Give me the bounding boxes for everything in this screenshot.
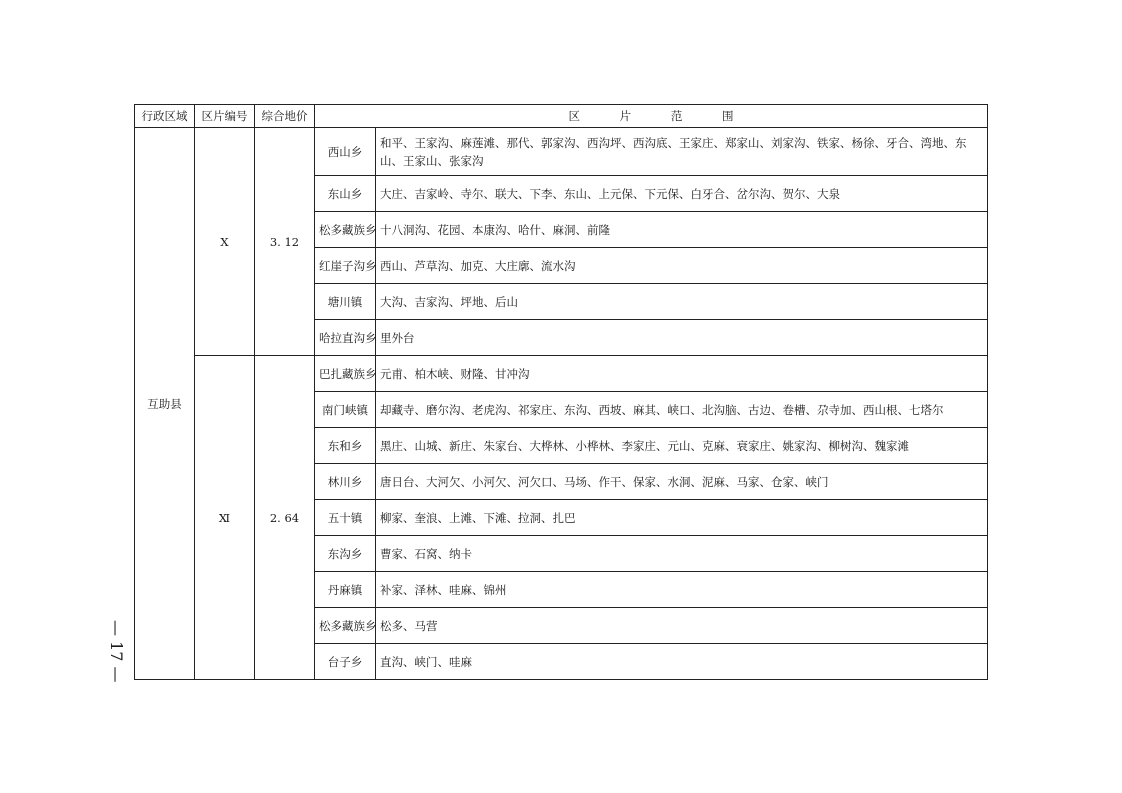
town-cell: 巴扎藏族乡 (315, 356, 376, 392)
scope-cell: 补家、泽林、哇麻、锦州 (376, 572, 988, 608)
scope-cell: 唐日台、大河欠、小河欠、河欠口、马场、作干、保家、水洞、泥麻、马家、仓家、峡门 (376, 464, 988, 500)
table-row (135, 356, 988, 392)
header-district: 行政区域 (135, 105, 195, 128)
header-composite-price: 综合地价 (255, 105, 315, 128)
town-cell: 台子乡 (315, 644, 376, 680)
scope-cell: 曹家、石窝、纳卡 (376, 536, 988, 572)
town-cell: 东和乡 (315, 428, 376, 464)
scope-cell: 十八洞沟、花园、本康沟、哈什、麻洞、前隆 (376, 212, 988, 248)
scope-cell: 松多、马营 (376, 608, 988, 644)
town-cell: 松多藏族乡 (315, 608, 376, 644)
zone-price-cell: 2. 64 (255, 356, 315, 680)
scope-cell: 元甫、柏木峡、财隆、甘冲沟 (376, 356, 988, 392)
zone-price-cell: 3. 12 (255, 128, 315, 356)
scope-cell: 柳家、奎浪、上滩、下滩、拉洞、扎巴 (376, 500, 988, 536)
scope-cell: 和平、王家沟、麻莲滩、那代、郭家沟、西沟坪、西沟底、王家庄、郑家山、刘家沟、铁家、杨徐、牙合、湾地、东山、王家山、张家沟 (376, 128, 988, 176)
zone-number-cell: Ⅹ (195, 128, 255, 356)
town-cell: 松多藏族乡 (315, 212, 376, 248)
header-zone-scope: 区 片 范 围 (315, 105, 988, 128)
county-cell: 互助县 (135, 128, 195, 680)
town-cell: 林川乡 (315, 464, 376, 500)
table-header-row (135, 105, 988, 128)
town-cell: 西山乡 (315, 128, 376, 176)
town-cell: 东山乡 (315, 176, 376, 212)
town-cell: 五十镇 (315, 500, 376, 536)
town-cell: 塘川镇 (315, 284, 376, 320)
scope-cell: 直沟、峡门、哇麻 (376, 644, 988, 680)
scope-cell: 却藏寺、磨尔沟、老虎沟、祁家庄、东沟、西坡、麻其、峡口、北沟脑、古边、卷槽、尕寺加、西山根、七塔尔 (376, 392, 988, 428)
page-number: — 17 — (107, 620, 126, 683)
table-row (135, 128, 988, 176)
scope-cell: 大沟、吉家沟、坪地、后山 (376, 284, 988, 320)
scope-cell: 大庄、吉家岭、寺尔、联大、下李、东山、上元保、下元保、白牙合、岔尔沟、贺尔、大泉 (376, 176, 988, 212)
scope-cell: 里外台 (376, 320, 988, 356)
town-cell: 丹麻镇 (315, 572, 376, 608)
town-cell: 红崖子沟乡 (315, 248, 376, 284)
town-cell: 哈拉直沟乡 (315, 320, 376, 356)
land-price-table (134, 104, 988, 680)
scope-cell: 西山、芦草沟、加克、大庄廓、流水沟 (376, 248, 988, 284)
town-cell: 东沟乡 (315, 536, 376, 572)
scope-cell: 黑庄、山城、新庄、朱家台、大桦林、小桦林、李家庄、元山、克麻、衰家庄、姚家沟、柳树沟、魏家滩 (376, 428, 988, 464)
header-zone-number: 区片编号 (195, 105, 255, 128)
zone-number-cell: Ⅺ (195, 356, 255, 680)
town-cell: 南门峡镇 (315, 392, 376, 428)
